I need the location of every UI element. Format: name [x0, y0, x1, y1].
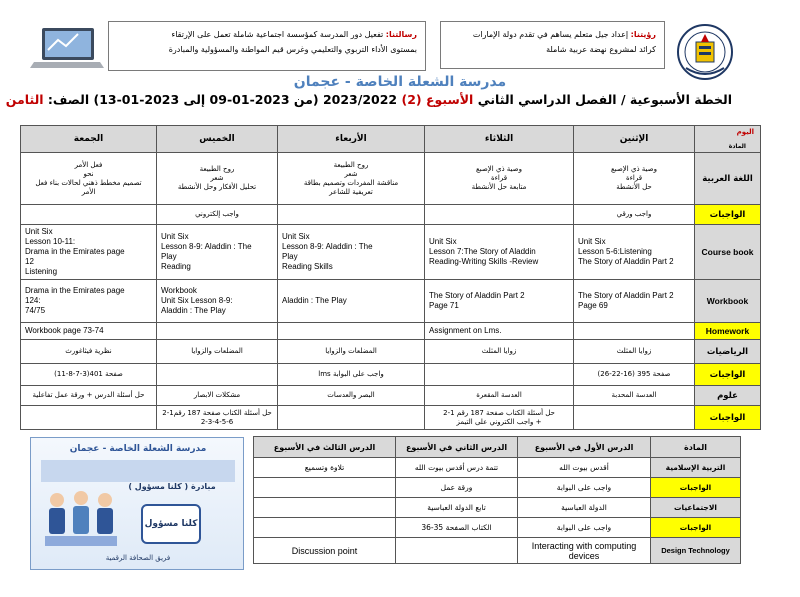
plan-cell — [278, 153, 425, 205]
subject-cell: Course book — [695, 225, 761, 280]
lesson-cell: الدولة العباسية — [518, 498, 651, 518]
mission-text-2: بمستوى الأداء التربوي والتعليمي وغرس قيم المواطنة والمسؤولية والمبادرة — [168, 45, 417, 54]
poster-footer: فريق الصحافة الرقمية — [105, 554, 171, 562]
cell-line: المضلعات والزوايا — [191, 347, 243, 355]
plan-cell — [425, 406, 574, 430]
vision-label: رؤيتنا: — [630, 30, 656, 39]
cell-line: Workbook — [161, 286, 197, 295]
subject-cell: الواجبات — [651, 478, 741, 498]
plan-cell — [21, 225, 157, 280]
cell-line: Unit Six — [25, 227, 53, 236]
table-row — [21, 364, 761, 386]
subject-cell: الاجتماعيات — [651, 498, 741, 518]
school-name: مدرسة الشعلة الخاصة - عجمان — [293, 74, 507, 90]
table-row — [21, 225, 761, 280]
plan-cell — [574, 386, 695, 406]
cell-line: شعر — [210, 174, 224, 182]
plan-cell — [425, 225, 574, 280]
plan-title: الخطة الأسبوعية / الفصل الدراسي الثاني — [477, 92, 732, 107]
cell-line: Aladdin : The Play — [282, 296, 347, 305]
cell-line: Lesson 8-9: Aladdin : The — [161, 242, 252, 251]
lesson-cell: واجب على البوابة — [518, 518, 651, 538]
table-row — [254, 458, 741, 478]
cell-line: 2-3-4-5-6 — [200, 417, 234, 426]
poster-band — [41, 460, 235, 482]
subject-cell: Workbook — [695, 280, 761, 323]
plan-cell — [425, 280, 574, 323]
plan-cell — [278, 386, 425, 406]
lesson-cell: تابع الدولة العباسية — [396, 498, 518, 518]
lesson-cell: ورقة عمل — [396, 478, 518, 498]
school-logo-icon — [676, 22, 734, 82]
cell-line: واجب على البوابة lms — [318, 370, 384, 378]
cell-line: Lesson 10-11: — [25, 237, 76, 246]
students-illustration-icon — [43, 486, 119, 552]
cell-line: Unit Six Lesson 8-9: — [161, 296, 233, 305]
lesson-header: الدرس الثاني في الأسبوع — [396, 437, 518, 458]
weekly-plan-table — [20, 125, 761, 430]
plan-cell — [21, 323, 157, 340]
grade-value: الثامن — [5, 92, 44, 107]
lesson-cell — [396, 538, 518, 564]
cell-line: Drama in the Emirates page — [25, 247, 125, 256]
table-row — [254, 518, 741, 538]
poster-badge: كلنا مسؤول — [141, 504, 201, 544]
cell-line: قراءة — [490, 174, 508, 182]
plan-cell — [21, 205, 157, 225]
cell-line: The Story of Aladdin Part 2 — [429, 291, 525, 300]
lesson-cell: واجب على البوابة — [518, 478, 651, 498]
cell-line: تحليل الأفكار وحل الأنشطة — [177, 183, 257, 191]
cell-line: تعريفية للشاعر — [329, 187, 373, 196]
cell-line: العدسة المحدبة — [611, 391, 657, 399]
cell-line: نحو — [83, 169, 94, 178]
lesson-header: المادة — [651, 437, 741, 458]
cell-line: Unit Six — [161, 232, 189, 241]
lesson-header: الدرس الأول في الأسبوع — [518, 437, 651, 458]
cell-line: Play — [161, 252, 177, 261]
cell-line: مناقشة المفردات وتصميم بطاقة — [303, 178, 399, 187]
lesson-cell: الكتاب الصفحة 35-36 — [396, 518, 518, 538]
cell-line: Reading — [161, 262, 191, 271]
plan-cell — [425, 340, 574, 364]
mission-box — [108, 21, 426, 71]
plan-cell — [574, 225, 695, 280]
subject-cell: اللغة العربية — [695, 153, 761, 205]
plan-cell — [425, 364, 574, 386]
lesson-cell: Interacting with computing devices — [518, 538, 651, 564]
cell-line: واجب إلكتروني — [195, 210, 239, 218]
cell-line: حل أسئلة الكتاب صفحة 187 رقم1-2 — [162, 408, 272, 417]
cell-line: Play — [282, 252, 298, 261]
plan-cell — [278, 225, 425, 280]
cell-line: تصميم مخطط ذهني لحالات بناء فعل — [35, 178, 142, 187]
plan-cell — [157, 406, 278, 430]
cell-line: Listening — [25, 267, 58, 276]
weekly-lessons-table — [253, 436, 741, 564]
subject-cell: Homework — [695, 323, 761, 340]
subject-cell: علوم — [695, 386, 761, 406]
cell-line: روح الطبيعة — [199, 165, 235, 173]
cell-line: وصية ذي الإصبع — [476, 165, 522, 173]
subject-cell: Design Technology — [651, 538, 741, 564]
table-header-row — [21, 126, 761, 153]
date-range: 2023/2022 (من 2023-01-09 إلى 2023-01-13) — [93, 92, 398, 107]
subject-cell: الواجبات — [695, 406, 761, 430]
plan-cell — [157, 205, 278, 225]
plan-cell — [157, 364, 278, 386]
cell-line: Reading Skills — [282, 262, 333, 271]
plan-cell — [21, 386, 157, 406]
table-row — [254, 478, 741, 498]
table-row — [21, 280, 761, 323]
table-row — [21, 205, 761, 225]
plan-cell — [574, 323, 695, 340]
plan-cell — [574, 364, 695, 386]
table-row — [21, 323, 761, 340]
plan-cell — [278, 205, 425, 225]
cell-line: زوايا المثلث — [481, 347, 517, 355]
plan-cell — [574, 340, 695, 364]
lesson-cell: تتمة درس أقدس بيوت الله — [396, 458, 518, 478]
plan-cell — [157, 323, 278, 340]
table-row — [21, 153, 761, 205]
cell-line: 124: — [25, 296, 41, 305]
plan-cell — [574, 153, 695, 205]
table-row — [21, 340, 761, 364]
cell-line: الأمر — [81, 187, 96, 196]
cell-line: Page 71 — [429, 301, 459, 310]
mission-text: تفعيل دور المدرسة كمؤسسة اجتماعية شاملة تعمل على الإرتقاء — [171, 30, 384, 39]
cell-line: فعل الأمر — [74, 160, 103, 169]
cell-line: Aladdin : The Play — [161, 306, 226, 315]
cell-line: Unit Six — [578, 237, 606, 246]
cell-line: Unit Six — [429, 237, 457, 246]
plan-cell — [21, 364, 157, 386]
cell-line: البصر والعدسات — [327, 391, 375, 399]
lesson-cell: Discussion point — [254, 538, 396, 564]
lesson-cell: أقدس بيوت الله — [518, 458, 651, 478]
cell-line: Unit Six — [282, 232, 310, 241]
cell-line: Lesson 7:The Story of Aladdin — [429, 247, 536, 256]
cell-line: متابعة حل الأنشطة — [471, 183, 527, 191]
plan-cell — [157, 225, 278, 280]
subject-cell: الواجبات — [695, 205, 761, 225]
vision-box — [440, 21, 665, 69]
vision-text: إعداد جيل متعلم يساهم في تقدم دولة الإمارات — [472, 30, 629, 39]
cell-line: Lesson 5-6:Listening — [578, 247, 652, 256]
initiative-poster — [30, 437, 244, 570]
subject-cell: الواجبات — [695, 364, 761, 386]
plan-cell — [425, 386, 574, 406]
day-header: الخميس — [157, 126, 278, 153]
plan-cell — [157, 280, 278, 323]
cell-line: Workbook page 73-74 — [25, 326, 104, 335]
cell-line: صفحة 401(3-7-8-11) — [54, 370, 123, 378]
table-row — [254, 538, 741, 564]
cell-line: روح الطبيعة — [333, 160, 369, 169]
cell-line: Lesson 8-9: Aladdin : The — [282, 242, 373, 251]
plan-cell — [278, 340, 425, 364]
cell-line: 74/75 — [25, 306, 46, 315]
lesson-header: الدرس الثالث في الأسبوع — [254, 437, 396, 458]
lesson-cell: تلاوة وتسميع — [254, 458, 396, 478]
cell-line: The Story of Aladdin Part 2 — [578, 291, 674, 300]
plan-cell — [157, 340, 278, 364]
cell-line: صفحة 395 (16-22-26) — [597, 370, 671, 378]
plan-cell — [21, 406, 157, 430]
poster-title: مدرسة الشعلة الخاصة - عجمان — [69, 444, 207, 454]
lessons-header-row — [254, 437, 741, 458]
corner-day-label: اليوم — [736, 128, 754, 136]
plan-cell — [21, 280, 157, 323]
cell-line: + واجب الكتروني على التيمز — [456, 417, 542, 426]
plan-cell — [425, 323, 574, 340]
lesson-cell — [254, 498, 396, 518]
day-header: الأربعاء — [278, 126, 425, 153]
plan-cell — [278, 406, 425, 430]
plan-cell — [425, 153, 574, 205]
cell-line: نظرية فيثاغورث — [65, 347, 112, 355]
plan-cell — [21, 153, 157, 205]
grade-label: الصف: — [47, 92, 90, 107]
poster-slogan: مبادرة ( كلنا مسؤول ) — [128, 482, 216, 491]
plan-title-line — [5, 92, 732, 107]
vision-text-2: كرائد لمشروع نهضة عربية شاملة — [546, 45, 656, 54]
cell-line: Page 69 — [578, 301, 608, 310]
cell-line: The Story of Aladdin Part 2 — [578, 257, 674, 266]
plan-cell — [574, 205, 695, 225]
plan-cell — [21, 340, 157, 364]
day-header: الجمعة — [21, 126, 157, 153]
plan-cell — [157, 386, 278, 406]
cell-line: وصية ذي الإصبع — [611, 165, 657, 173]
cell-line: Drama in the Emirates page — [25, 286, 125, 295]
table-row — [254, 498, 741, 518]
cell-line: شعر — [344, 169, 358, 178]
cell-line: Assignment on Lms. — [429, 326, 502, 335]
plan-cell — [157, 153, 278, 205]
cell-line: العدسة المقعرة — [476, 391, 522, 399]
cell-line: قراءة — [625, 174, 643, 182]
plan-cell — [278, 364, 425, 386]
mission-label: رسالتنا: — [385, 30, 417, 39]
week-label: الأسبوع (2) — [401, 92, 474, 107]
table-row — [21, 406, 761, 430]
cell-line: مشكلات الابصار — [193, 391, 241, 399]
cell-line: حل أسئلة الدرس + ورقة عمل تفاعلية — [32, 391, 145, 399]
lesson-cell — [254, 478, 396, 498]
corner-subject-label: المادة — [728, 143, 746, 150]
plan-cell — [278, 323, 425, 340]
cell-line: حل الأنشطة — [616, 183, 652, 191]
cell-line: واجب ورقي — [616, 210, 652, 218]
cell-line: المضلعات والزوايا — [325, 347, 377, 355]
cell-line: Reading-Writing Skills -Review — [429, 257, 539, 266]
day-header: الإثنين — [574, 126, 695, 153]
plan-cell — [278, 280, 425, 323]
plan-cell — [574, 280, 695, 323]
table-row — [21, 386, 761, 406]
lesson-cell — [254, 518, 396, 538]
laptop-icon — [28, 24, 106, 74]
cell-line: حل أسئلة الكتاب صفحة 187 رقم 1-2 — [443, 408, 555, 417]
subject-cell: الواجبات — [651, 518, 741, 538]
day-header: الثلاثاء — [425, 126, 574, 153]
cell-line: زوايا المثلث — [616, 347, 652, 355]
plan-cell — [574, 406, 695, 430]
subject-cell: التربية الإسلامية — [651, 458, 741, 478]
cell-line: 12 — [25, 257, 34, 266]
plan-cell — [425, 205, 574, 225]
subject-cell: الرياضيات — [695, 340, 761, 364]
corner-header — [695, 126, 761, 153]
